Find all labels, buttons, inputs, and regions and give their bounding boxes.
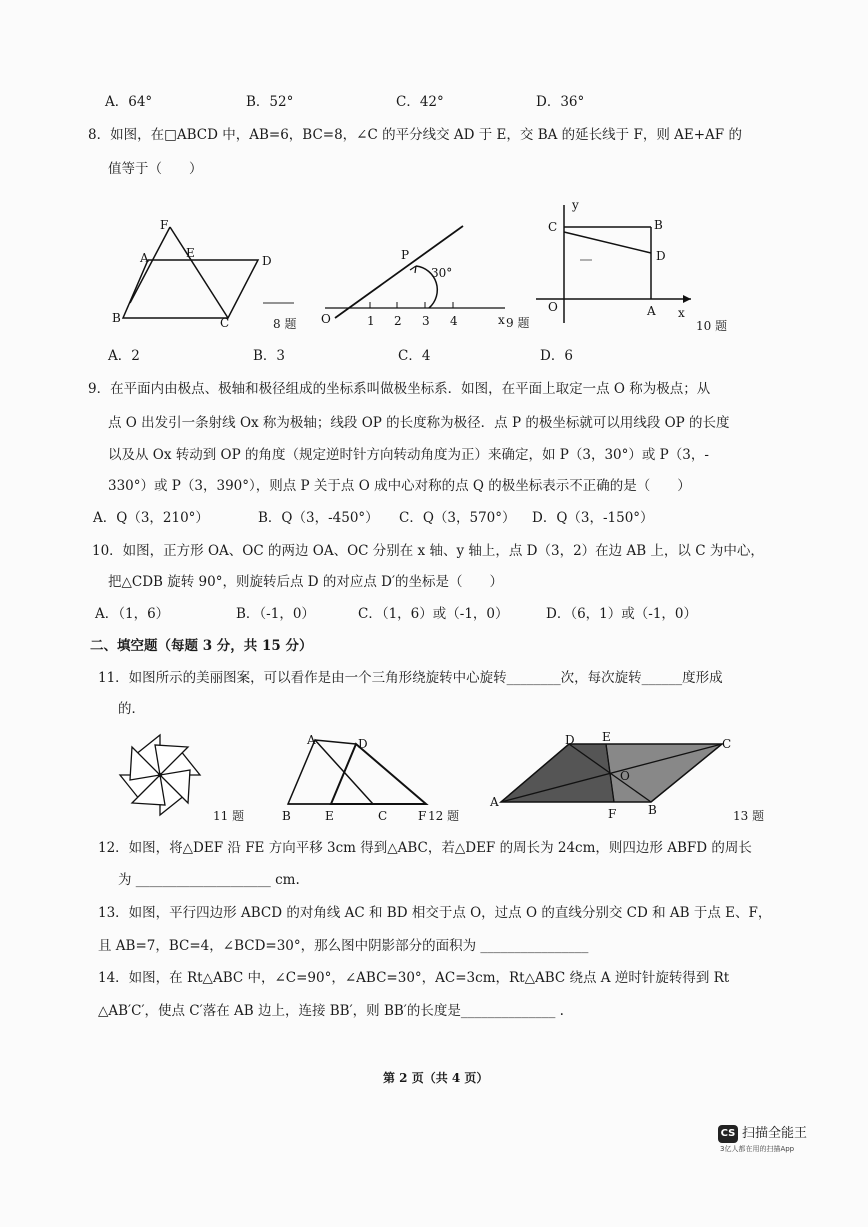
fig9-caption: 9 题 [506, 316, 530, 330]
fig10-label-C: C [548, 220, 558, 234]
q7-option-c: C．42° [396, 94, 444, 110]
q8-stem-line2: 值等于（ ） [108, 161, 203, 177]
q9-stem-line3: 以及从 Ox 转动到 OP 的角度（规定逆时针方向转动角度为正）来确定，如 P（3，30°）或 P（3，- [108, 447, 709, 463]
fig8-label-B: B [112, 311, 121, 325]
q14-stem-line2: △AB′C′，使点 C′落在 AB 边上，连接 BB′，则 BB′的长度是______________ . [98, 1003, 564, 1019]
q10-option-d: D．（6，1）或（-1，0） [546, 606, 697, 622]
fig9-tick-4: 4 [450, 314, 458, 328]
fig8-label-E: E [186, 246, 195, 260]
q12-stem-line2: 为 ____________________ cm. [118, 872, 300, 888]
q9-option-a: A．Q（3，210°） [93, 510, 209, 526]
q9-option-d: D．Q（3，-150°） [532, 510, 654, 526]
q8-option-c: C．4 [398, 348, 431, 364]
fig12-label-B: B [282, 809, 291, 823]
q9-option-b: B．Q（3，-450°） [258, 510, 379, 526]
q7-option-d: D．36° [536, 94, 585, 110]
fig9-tick-3: 3 [422, 314, 430, 328]
fig13-label-O: O [620, 769, 630, 783]
fig10-label-y: y [572, 198, 579, 212]
fig9-tick-2: 2 [394, 314, 402, 328]
fig12-label-E: E [325, 809, 334, 823]
fig10-caption: 10 题 [696, 319, 728, 333]
fig9-label-angle: 30° [431, 266, 453, 280]
q10-option-a: A．（1，6） [95, 606, 170, 622]
figure-13-shaded-parallelogram [486, 732, 746, 822]
q8-stem-line1: 8．如图，在□ABCD 中，AB=6，BC=8，∠C 的平分线交 AD 于 E，交 BA 的延长线于 F，则 AE+AF 的 [88, 127, 742, 143]
fig13-label-B: B [648, 803, 657, 817]
q9-stem-line1: 9．在平面内由极点、极轴和极径组成的坐标系叫做极坐标系．如图，在平面上取定一点 O 称为极点；从 [88, 381, 711, 397]
fig8-caption: 8 题 [273, 317, 297, 331]
fig13-label-D: D [565, 733, 575, 747]
q10-option-b: B．（-1，0） [236, 606, 315, 622]
fig9-label-x: x [498, 313, 505, 327]
fig8-label-F: F [160, 218, 169, 232]
page-footer: 第 2 页（共 4 页） [383, 1071, 489, 1085]
q11-stem-line1: 11．如图所示的美丽图案，可以看作是由一个三角形绕旋转中心旋转________次，每次旋转______度形成 [98, 670, 723, 686]
fig10-label-A: A [647, 304, 656, 318]
q10-stem-line2: 把△CDB 旋转 90°，则旋转后点 D 的对应点 D′的坐标是（ ） [108, 574, 504, 590]
fig8-label-C: C [220, 316, 230, 330]
q8-option-d: D．6 [540, 348, 573, 364]
q12-stem-line1: 12．如图，将△DEF 沿 FE 方向平移 3cm 得到△ABC，若△DEF 的周长为 24cm，则四边形 ABFD 的周长 [98, 840, 752, 856]
figure-9-polar-ray [315, 222, 535, 332]
fig12-caption: 12 题 [428, 809, 460, 823]
scanner-logo: CS [718, 1125, 738, 1143]
fig12-label-A: A [307, 733, 316, 747]
q10-option-c: C．（1，6）或（-1，0） [358, 606, 509, 622]
q14-stem-line1: 14．如图，在 Rt△ABC 中，∠C=90°，∠ABC=30°，AC=3cm，Rt△ABC 绕点 A 逆时针旋转得到 Rt [98, 970, 730, 986]
fig12-label-D: D [358, 737, 368, 751]
fig10-label-O: O [548, 300, 558, 314]
fig8-label-A: A [140, 251, 149, 265]
fig13-caption: 13 题 [733, 809, 765, 823]
fig9-tick-1: 1 [367, 314, 375, 328]
section-2-heading: 二、填空题（每题 3 分，共 15 分） [90, 638, 313, 654]
fig13-label-A: A [490, 795, 499, 809]
fig10-label-D: D [656, 249, 666, 263]
figure-10-square-axes [536, 195, 736, 325]
fig9-label-P: P [401, 248, 410, 262]
q9-stem-line2: 点 O 出发引一条射线 Ox 称为极轴；线段 OP 的长度称为极径．点 P 的极坐标就可以用线段 OP 的长度 [108, 415, 730, 431]
fig13-label-E: E [602, 730, 611, 744]
fig8-label-D: D [262, 254, 272, 268]
scanner-subtitle: 3亿人都在用的扫描App [720, 1145, 795, 1153]
fig11-caption: 11 题 [213, 809, 245, 823]
q11-stem-line2: 的． [118, 701, 145, 717]
q7-option-b: B．52° [246, 94, 294, 110]
figure-11-pinwheel [115, 730, 215, 820]
q13-stem-line1: 13．如图，平行四边形 ABCD 的对角线 AC 和 BD 相交于点 O，过点 O 的直线分别交 CD 和 AB 于点 E、F， [98, 905, 772, 921]
scanner-title: 扫描全能王 [742, 1126, 808, 1141]
q10-stem-line1: 10．如图，正方形 OA、OC 的两边 OA、OC 分别在 x 轴、y 轴上，点 D（3，2）在边 AB 上，以 C 为中心， [92, 543, 764, 559]
q9-option-c: C．Q（3，570°） [399, 510, 516, 526]
fig13-label-F: F [608, 807, 617, 821]
q13-stem-line2: 且 AB=7，BC=4，∠BCD=30°，那么图中阴影部分的面积为 ________________ [98, 938, 589, 954]
q8-option-b: B．3 [253, 348, 286, 364]
q9-stem-line4: 330°）或 P（3，390°），则点 P 关于点 O 成中心对称的点 Q 的极坐标表示不正确的是（ ） [108, 478, 691, 494]
fig13-label-C: C [722, 737, 732, 751]
fig12-label-C: C [378, 809, 388, 823]
fig9-label-O: O [321, 312, 331, 326]
q8-option-a: A．2 [108, 348, 140, 364]
fig10-label-x: x [678, 306, 685, 320]
q7-option-a: A．64° [105, 94, 153, 110]
fig12-label-F: F [418, 809, 427, 823]
fig10-label-B: B [654, 218, 663, 232]
